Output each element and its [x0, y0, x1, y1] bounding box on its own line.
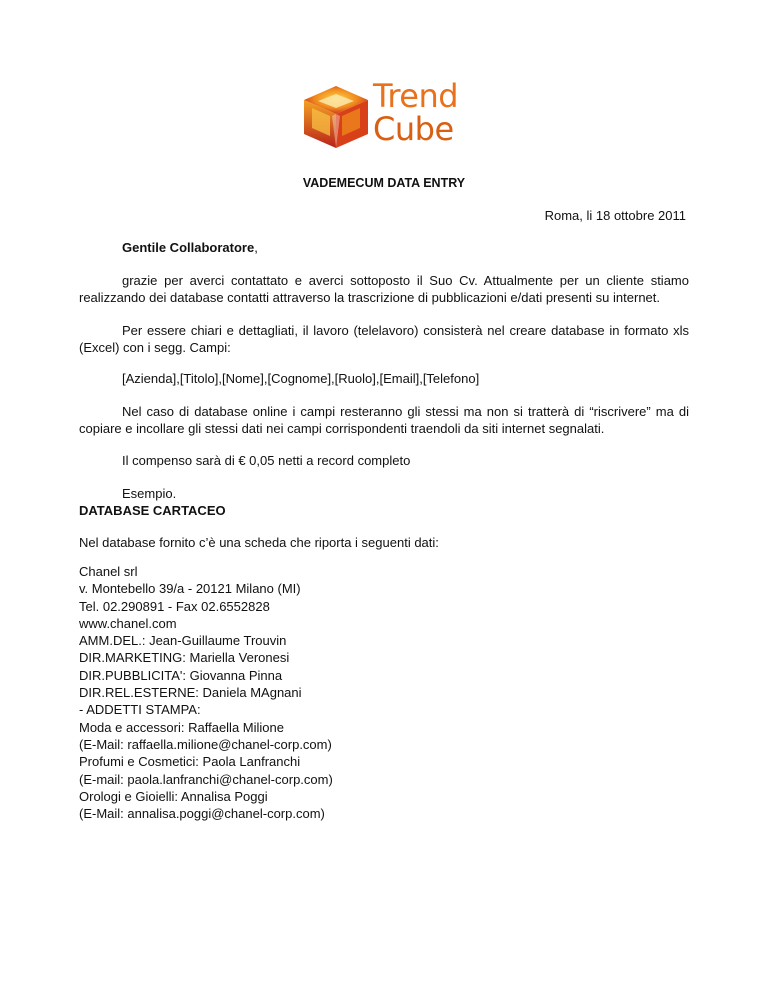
contact-line: AMM.DEL.: Jean-Guillaume Trouvin: [79, 633, 287, 649]
logo-line-1: Trend: [373, 77, 459, 115]
contact-line: v. Montebello 39/a - 20121 Milano (MI): [79, 581, 301, 597]
contact-card: [79, 563, 333, 822]
document-date: Roma, li 18 ottobre 2011: [544, 208, 686, 223]
greeting-name: Gentile Collaboratore: [122, 240, 255, 255]
contact-line: DIR.PUBBLICITA': Giovanna Pinna: [79, 667, 283, 683]
paragraph-description: Per essere chiari e dettagliati, il lavoro (telelavoro) consisterà nel creare database in formato xls (Excel) con i segg. Campi:: [79, 323, 689, 355]
paragraph-intro: grazie per averci contattato e averci sottoposto il Suo Cv. Attualmente per un cliente stiamo realizzando dei database contatti attraverso la trascrizione di pubblicazioni e/dati presenti su internet.: [79, 273, 689, 305]
contact-line: DIR.REL.ESTERNE: Daniela MAgnani: [79, 685, 302, 701]
compenso-line: Il compenso sarà di € 0,05 netti a record completo: [122, 453, 411, 468]
contact-line: (E-Mail: raffaella.milione@chanel-corp.com): [79, 736, 332, 752]
fields-list: [Azienda],[Titolo],[Nome],[Cognome],[Ruolo],[Email],[Telefono]: [122, 371, 480, 386]
contact-line: Moda e accessori: Raffaella Milione: [79, 719, 284, 735]
contact-line: Tel. 02.290891 - Fax 02.6552828: [79, 598, 270, 614]
paragraph-online: Nel caso di database online i campi resteranno gli stessi ma non si tratterà di “riscrivere” ma di copiare e incollare gli stessi dati nei campi corrispondenti traendoli da siti internet segnalati.: [79, 404, 689, 436]
document-title: VADEMECUM DATA ENTRY: [302, 176, 466, 190]
greeting: [122, 240, 258, 255]
contact-line: Orologi e Gioielli: Annalisa Poggi: [79, 788, 268, 804]
contact-line: www.chanel.com: [79, 615, 177, 631]
contact-line: Chanel srl: [79, 564, 138, 579]
esempio-line: Esempio.: [122, 486, 177, 501]
contact-line: (E-mail: paola.lanfranchi@chanel-corp.com): [79, 771, 333, 787]
contact-line: Profumi e Cosmetici: Paola Lanfranchi: [79, 754, 301, 770]
contact-line: DIR.MARKETING: Mariella Veronesi: [79, 650, 290, 666]
section-heading: DATABASE CARTACEO: [79, 503, 226, 518]
greeting-punct: ,: [254, 240, 258, 255]
logo-line-2: Cube: [373, 110, 454, 148]
contact-line: (E-Mail: annalisa.poggi@chanel-corp.com): [79, 806, 325, 822]
cube-icon: [300, 84, 372, 150]
logo-wordmark: [373, 77, 459, 148]
trendcube-logo: [300, 77, 470, 150]
contact-line: - ADDETTI STAMPA:: [79, 702, 201, 718]
intro-line: Nel database fornito c’è una scheda che riporta i seguenti dati:: [79, 535, 439, 550]
